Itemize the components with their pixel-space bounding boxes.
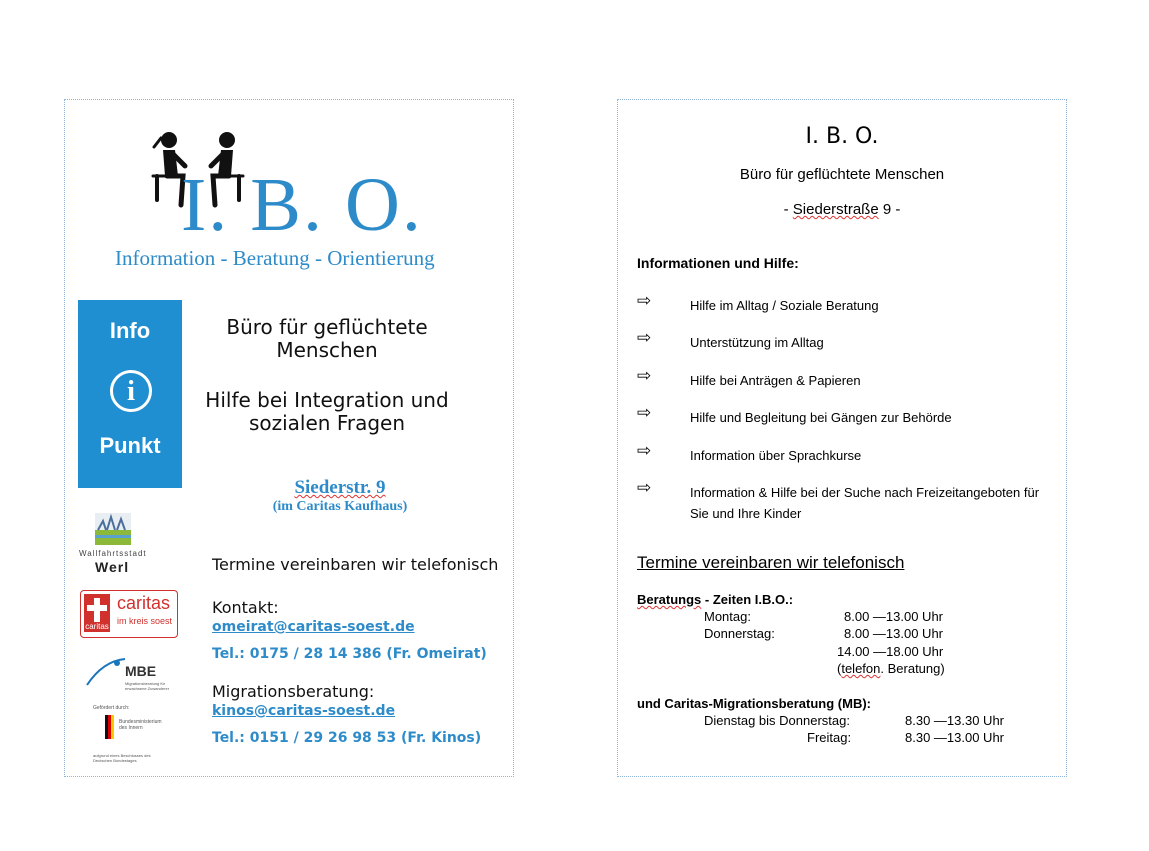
arrow-right-icon: ⇨ [637, 441, 652, 460]
bundestag-text: aufgrund eines Beschlusses des Deutschen Bundestages [93, 753, 151, 763]
mbe-logo [85, 657, 175, 772]
back-street: - Siederstraße 9 - [783, 201, 901, 218]
werl-text: Werl [95, 559, 130, 575]
info-punkt-box [78, 300, 182, 488]
ibo-time: 14.00 —18.00 Uhr [837, 644, 944, 659]
flyer-back-page [617, 99, 1067, 777]
caritas-subtext: im kreis soest [117, 616, 173, 626]
back-title: I. B. O. [805, 124, 879, 149]
list-item-text: Hilfe bei Anträgen & Papieren [690, 373, 861, 388]
migration-phone: Tel.: 0151 / 29 26 98 53 (Fr. Kinos) [212, 730, 482, 746]
werl-small-text: Wallfahrtsstadt [79, 549, 147, 558]
caritas-wordmark: caritas [117, 593, 171, 613]
ministry-text: Bundesministerium des Innern [119, 719, 162, 731]
appointment-text: Termine vereinbaren wir telefonisch [212, 555, 499, 574]
flyer-front-page [64, 99, 514, 777]
caritas-tag: caritas [85, 622, 109, 631]
info-label: Info [109, 318, 151, 343]
german-flag-icon [105, 715, 115, 739]
contact-phone: Tel.: 0175 / 28 14 386 (Fr. Omeirat) [212, 646, 487, 662]
back-appointment-text: Termine vereinbaren wir telefonisch [637, 553, 905, 572]
mb-time: 8.30 —13.30 Uhr [905, 713, 1005, 728]
info-heading: Informationen und Hilfe: [637, 255, 799, 271]
arrow-right-icon: ⇨ [637, 478, 652, 497]
migration-email-link[interactable]: kinos@caritas-soest.de [212, 703, 396, 719]
list-item-text: Unterstützung im Alltag [690, 335, 824, 350]
list-item-text: Information über Sprachkurse [690, 448, 862, 463]
ibo-day: Montag: [704, 609, 751, 624]
werl-emblem-icon [95, 513, 131, 545]
arrow-right-icon: ⇨ [637, 291, 652, 310]
mb-hours-label: und Caritas-Migrationsberatung (MB): [637, 696, 871, 711]
ibo-hours-label: Beratungs - Zeiten I.B.O.: [637, 592, 794, 607]
caritas-cross-icon [84, 594, 110, 632]
mbe-subtext: Migrationsberatung für erwachsene Zuwanderer [125, 681, 170, 691]
list-item-text: Hilfe und Begleitung bei Gängen zur Behörde [690, 410, 952, 425]
tagline: Information - Beratung - Orientierung [115, 246, 435, 270]
headline-help: Hilfe bei Integration und sozialen Fragen [205, 388, 449, 435]
arrow-right-icon: ⇨ [637, 403, 652, 422]
ibo-time: 8.00 —13.00 Uhr [844, 609, 944, 624]
address-note: (im Caritas Kaufhaus) [272, 499, 408, 514]
mbe-swoosh-icon [85, 657, 125, 687]
address [215, 477, 465, 499]
arrow-right-icon: ⇨ [637, 328, 652, 347]
arrow-right-icon: ⇨ [637, 366, 652, 385]
werl-logo [79, 513, 169, 577]
gefoerdert-text: Gefördert durch: [93, 705, 130, 711]
contact-label: Kontakt: [212, 598, 279, 617]
list-item-text: Information & Hilfe bei der Suche nach Freizeitangeboten für Sie und Ihre Kinder [690, 485, 1040, 521]
list-item-text: Hilfe im Alltag / Soziale Beratung [690, 298, 879, 313]
logo-title: I. B. O. [181, 163, 423, 247]
migration-label: Migrationsberatung: [212, 682, 375, 701]
ibo-note: (telefon. Beratung) [837, 661, 945, 676]
caritas-logo [80, 590, 178, 638]
back-subtitle: Büro für geflüchtete Menschen [739, 166, 945, 183]
contact-email-link[interactable]: omeirat@caritas-soest.de [212, 619, 415, 635]
punkt-label: Punkt [99, 433, 161, 458]
info-icon: i [110, 370, 152, 412]
mb-day: Dienstag bis Donnerstag: [704, 713, 850, 728]
ibo-day: Donnerstag: [704, 626, 775, 641]
mbe-text: MBE [125, 663, 157, 679]
headline-office: Büro für geflüchtete Menschen [226, 315, 428, 362]
ibo-time: 8.00 —13.00 Uhr [844, 626, 944, 641]
street-name: Siederstraße [792, 201, 879, 218]
mb-day: Freitag: [807, 730, 852, 745]
address-text: Siederstr. 9 [294, 477, 386, 498]
mb-time: 8.30 —13.00 Uhr [905, 730, 1005, 745]
